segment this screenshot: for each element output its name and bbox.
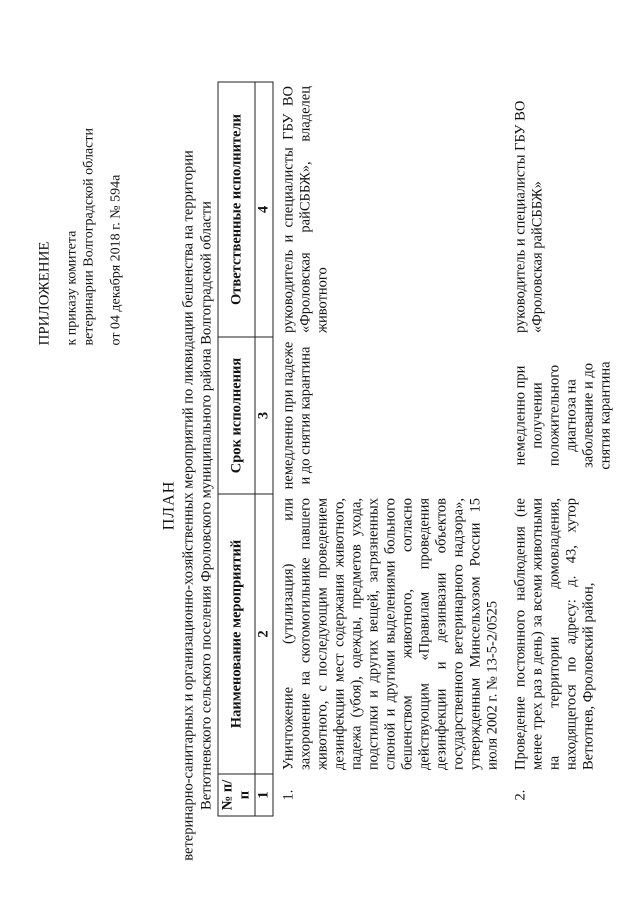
row-number: 2. — [512, 789, 528, 800]
table-row — [273, 82, 506, 816]
row-deadline: немедленно при падеже и до снятия карантина — [280, 341, 313, 489]
row-responsible: руководитель и специалисты ГБУ ВО «Фроловская райСББЖ», владелец животного — [280, 85, 330, 333]
appendix-line-committee: ветеринарии Волгоградской области — [81, 127, 96, 345]
plan-subtitle-line1: ветеринарно-санитарных и организационно-хозяйственных мероприятий по ликвидации бешенства на территории — [180, 149, 196, 861]
header-number: № п/п — [218, 774, 255, 816]
column-number-1: 1 — [255, 774, 273, 816]
plan-subtitle-line2: Ветютневского сельского поселения Фроловского муниципального района Волгоградской области — [198, 200, 214, 810]
plan-title: ПЛАН — [160, 480, 177, 530]
table-header-row — [218, 82, 255, 816]
table-row — [505, 82, 618, 816]
row-deadline: немедленно при получении положительного диагноза на заболевание и до снятия карантина — [512, 360, 613, 470]
row-action: Уничтожение (утилизация) или захоронение на скотомогильнике павшего животного, с последующим проведением дезинфекции мест содержания животного, падежа (убоя), одежды, предметов ухода, подстилки и других вещей, загрязненных слюной и другими выделениями больного бешенством животного, согласно действующим «Правилам проведения дезинфекции и дезинвазии объектов государственного ветеринарного надзора», утвержденным Минсельхозом России 15 июля 2002 г. № 13-5-2/0525 — [280, 497, 500, 770]
header-deadline: Срок исполнения — [218, 337, 255, 494]
appendix-line-date: от 04 декабря 2018 г. № 594а — [108, 174, 123, 345]
appendix-line-order: к приказу комитета — [64, 230, 79, 345]
column-number-row — [255, 82, 273, 816]
header-action: Наименование мероприятий — [218, 494, 255, 774]
plan-table — [217, 81, 618, 816]
plan-title-block — [160, 145, 214, 865]
column-number-4: 4 — [255, 82, 273, 337]
column-number-2: 2 — [255, 494, 273, 774]
row-responsible: руководитель и специалисты ГБУ ВО «Фроловская райСББЖ» — [512, 100, 545, 333]
appendix-heading: ПРИЛОЖЕНИЕ — [36, 240, 52, 345]
row-number: 1. — [280, 789, 296, 800]
row-action: Проведение постоянного наблюдения (не менее трех раз в день) за всеми животными на территории домовладения, находящегося по адресу: д. 43, хутор Ветютнев, Фроловский район, — [512, 497, 596, 770]
column-number-3: 3 — [255, 337, 273, 494]
header-responsible: Ответственные исполнители — [218, 82, 255, 337]
appendix-block — [36, 0, 124, 345]
